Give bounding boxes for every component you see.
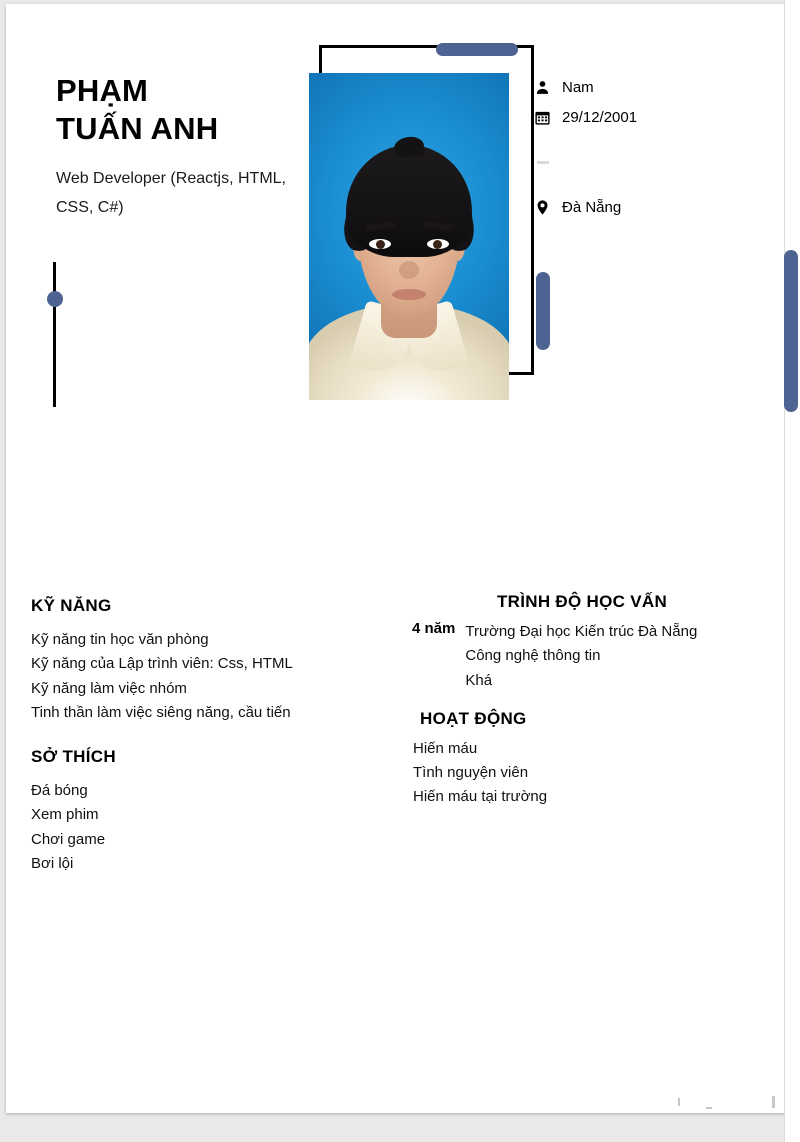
contact-row-location — [534, 192, 764, 222]
list-item: Bơi lội — [31, 855, 74, 873]
header-frame-bottom-stub — [509, 372, 534, 375]
cv-page — [6, 4, 788, 1113]
location-icon — [534, 198, 551, 217]
hobbies-title: SỞ THÍCH — [31, 747, 116, 767]
education-school: Trường Đại học Kiến trúc Đà Nẵng — [465, 623, 698, 640]
contact-list — [534, 72, 764, 222]
photo-pupil-left — [376, 240, 385, 249]
education-details — [465, 620, 697, 693]
list-item: Tình nguyện viên — [413, 764, 529, 782]
list-item: Chơi game — [31, 830, 106, 848]
skills-title: KỸ NĂNG — [31, 596, 112, 615]
contact-row-unrendered — [534, 132, 764, 192]
profile-photo — [309, 73, 509, 400]
hobbies-list — [31, 779, 361, 876]
scrollbar-thumb[interactable] — [784, 250, 798, 412]
name-block — [56, 72, 306, 223]
activities-section — [412, 709, 752, 810]
footer-artifact-1 — [678, 1098, 680, 1106]
contact-row-birthdate — [534, 102, 764, 132]
list-item: Hiến máu — [413, 739, 478, 757]
education-major: Công nghệ thông tin — [465, 647, 601, 665]
contact-value-location: Đà Nẵng — [562, 198, 622, 216]
list-item: Hiến máu tại trường — [413, 788, 548, 806]
skills-list — [31, 628, 361, 725]
activities-title: HOẠT ĐỘNG — [420, 708, 527, 728]
photo-pupil-right — [433, 240, 442, 249]
list-item: Kỹ năng của Lập trình viên: Css, HTML — [31, 655, 293, 673]
job-title: Web Developer (Reactjs, HTML, CSS, C#) — [56, 169, 286, 217]
activities-list — [412, 737, 752, 810]
photo-mouth — [392, 289, 426, 300]
education-duration: 4 năm — [412, 620, 456, 637]
contact-value-gender: Nam — [562, 78, 594, 96]
skills-section — [31, 596, 361, 725]
list-item: Đá bóng — [31, 782, 88, 800]
education-grade: Khá — [465, 671, 493, 689]
footer-artifact-3 — [772, 1096, 775, 1108]
calendar-icon — [534, 108, 551, 127]
education-entry — [412, 620, 752, 693]
list-item: Tinh thần làm việc siêng năng, cầu tiến — [31, 703, 291, 721]
photo-nose — [399, 261, 419, 279]
hobbies-section — [31, 747, 361, 876]
education-section — [412, 592, 752, 693]
accent-dot-shape — [47, 291, 63, 307]
accent-pill-shape — [436, 43, 518, 56]
header-frame-left-stub — [319, 45, 322, 73]
scrollbar-track[interactable] — [784, 0, 800, 1142]
name-line-1: PHẠM — [56, 73, 149, 108]
list-item: Xem phim — [31, 806, 99, 824]
list-item: Kỹ năng tin học văn phòng — [31, 631, 209, 648]
contact-value-birthdate: 29/12/2001 — [562, 108, 638, 126]
left-column — [31, 596, 361, 876]
name-line-2: TUẤN ANH — [56, 110, 219, 146]
accent-vertical-bar — [536, 272, 550, 350]
unrendered-glyph-artifact — [537, 161, 549, 164]
footer-artifact-2 — [706, 1107, 712, 1109]
contact-row-gender — [534, 72, 764, 102]
left-accent-line — [53, 262, 56, 407]
list-item: Kỹ năng làm việc nhóm — [31, 679, 187, 697]
education-title: TRÌNH ĐỘ HỌC VẤN — [496, 592, 668, 611]
person-icon — [534, 78, 551, 97]
right-column — [412, 592, 752, 810]
